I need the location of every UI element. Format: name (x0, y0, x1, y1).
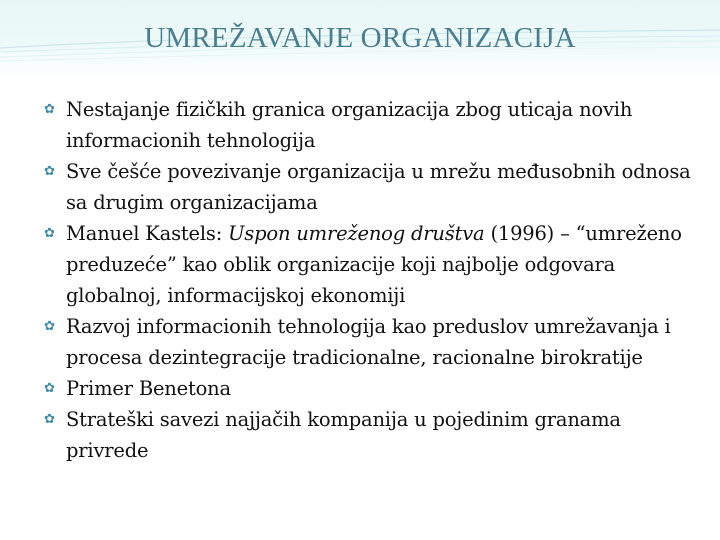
flower-bullet-icon: ✿ (44, 412, 55, 427)
flower-bullet-icon: ✿ (44, 226, 55, 241)
flower-bullet-icon: ✿ (44, 164, 55, 179)
bullet-list (44, 94, 696, 466)
bullet-text: Strateški savezi najjačih kompanija u pojedinim granama privrede (66, 408, 621, 462)
bullet-text: Sve češće povezivanje organizacija u mrežu međusobnih odnosa sa drugim organizacijama (66, 160, 691, 214)
bullet-text-rest: (1996) – “umreženo preduzeće” kao oblik organizacije koji najbolje odgovara globalnoj, informacijskoj ekonomiji (66, 222, 682, 307)
list-item (44, 404, 696, 466)
list-item (44, 373, 696, 404)
bullet-text: Razvoj informacionih tehnologija kao preduslov umrežavanja i procesa dezintegracije tradicionalne, racionalne birokratije (66, 315, 671, 369)
flower-bullet-icon: ✿ (44, 319, 55, 334)
bullet-text: Primer Benetona (66, 377, 231, 400)
bullet-text-lead: Manuel Kastels: (66, 222, 229, 245)
list-item (44, 94, 696, 156)
list-item (44, 156, 696, 218)
list-item (44, 218, 696, 311)
flower-bullet-icon: ✿ (44, 381, 55, 396)
bullet-text: Nestajanje fizičkih granica organizacija zbog uticaja novih informacionih tehnologija (66, 98, 633, 152)
slide-title: UMREŽAVANJE ORGANIZACIJA (144, 22, 576, 54)
list-item (44, 311, 696, 373)
book-title: Uspon umreženog društva (228, 222, 485, 245)
flower-bullet-icon: ✿ (44, 102, 55, 117)
